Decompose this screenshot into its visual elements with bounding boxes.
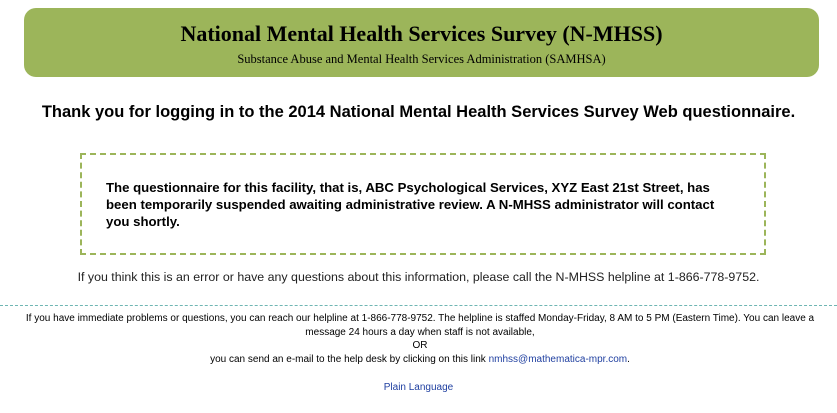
or-text: OR <box>412 340 428 351</box>
email-line <box>14 353 826 367</box>
footer-help <box>14 312 826 366</box>
email-suffix: . <box>627 353 630 365</box>
notice-text: The questionnaire for this facility, that is, ABC Psychological Services, XYZ East 21st Street, has been temporarily suspended awaiting administrative review. A N-MHSS administrator will contact you shortly. <box>106 180 715 229</box>
email-link[interactable]: nmhss@mathematica-mpr.com <box>488 353 628 365</box>
thank-you-heading: Thank you for logging in to the 2014 National Mental Health Services Survey Web questionnaire. <box>41 103 796 121</box>
plain-language-container <box>0 382 837 393</box>
helpline-text: If you have immediate problems or questions, you can reach our helpline at 1-866-778-9752. The helpline is staffed Monday-Friday, 8 AM to 5 PM (Eastern Time). You can leave a message 24 hours a day when staff is not available, <box>25 313 815 338</box>
notice-box <box>80 153 766 255</box>
page-subtitle: Substance Abuse and Mental Health Services Administration (SAMHSA) <box>237 52 606 66</box>
plain-language-link[interactable]: Plain Language <box>383 382 454 393</box>
footer-divider <box>0 305 837 306</box>
email-prefix: you can send an e-mail to the help desk by clicking on this link <box>210 353 489 365</box>
error-helpline-text: If you think this is an error or have any questions about this information, please call the N-MHSS helpline at 1-866-778-9752. <box>77 270 760 284</box>
page-title: National Mental Health Services Survey (N-MHSS) <box>180 21 663 46</box>
header-banner <box>24 8 819 77</box>
